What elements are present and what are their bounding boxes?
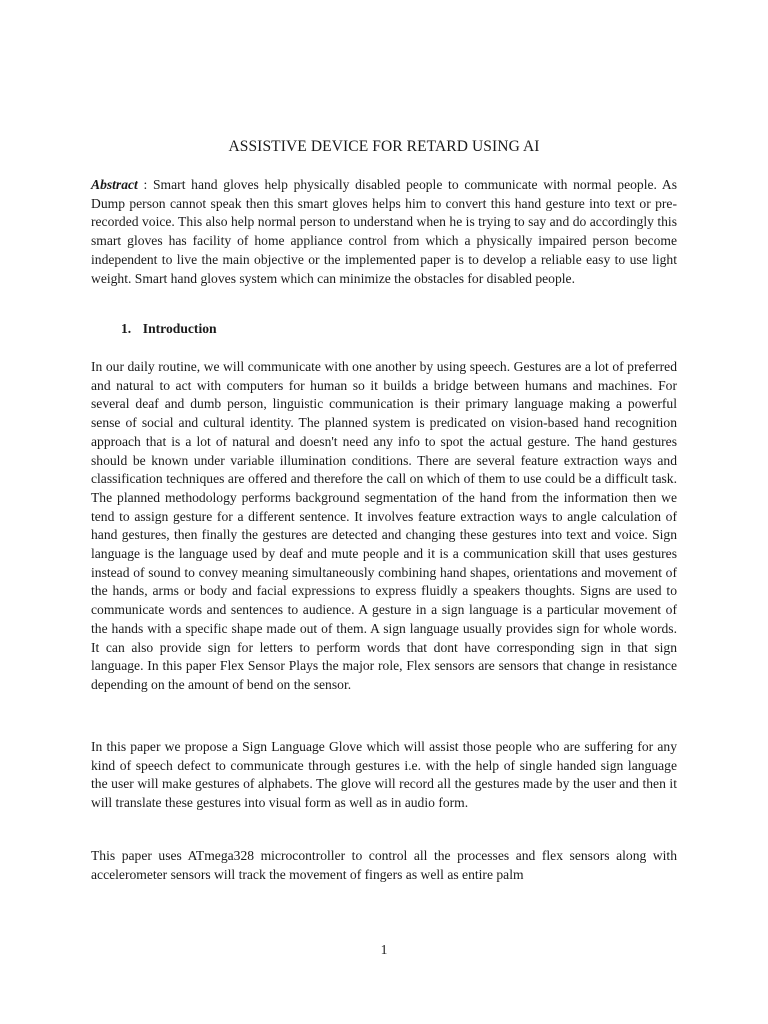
paper-title: ASSISTIVE DEVICE FOR RETARD USING AI xyxy=(228,138,540,155)
section-title: Introduction xyxy=(142,321,217,336)
abstract-paragraph xyxy=(91,176,677,288)
abstract-separator: : xyxy=(137,177,153,192)
abstract-text: Smart hand gloves help physically disabled people to communicate with normal people. As Dump person cannot speak then this smart gloves helps him to convert this hand gesture into text or pre-recorded voice. This also help normal person to understand when he is trying to say and do accordingly this smart gloves has facility of home appliance control from which a physically impaired person become independent to live the main objective or the implemented paper is to develop a reliable easy to use light weight. Smart hand gloves system which can minimize the obstacles for disabled people. xyxy=(91,177,677,286)
abstract-label: Abstract xyxy=(91,177,138,192)
intro-paragraph-1: In our daily routine, we will communicate with one another by using speech. Gestures are a lot of preferred and natural to act with computers for human so it builds a bridge between humans and machines. For several deaf and dumb person, linguistic communication is their primary language making a powerful sense of social and cultural identity. The planned system is predicated on vision-based hand recognition approach that is a lot of natural and doesn't need any info to spot the actual gesture. The hand gestures should be known under variable illumination conditions. There are several feature extraction ways and classification techniques are offered and therefore the call on which of them to use could be a difficult task. The planned methodology performs background segmentation of the hand from the information then we tend to assign gesture for a different sentence. It involves feature extraction ways to angle calculation of hand gestures, then finally the gestures are detected and changing these gestures into text and voice. Sign language is the language used by deaf and mute people and it is a communication skill that uses gestures instead of sound to convey meaning simultaneously combining hand shapes, orientations and movement of the hands, arms or body and facial expressions to express fluidly a speakers thoughts. Signs are used to communicate words and sentences to audience. A gesture in a sign language is a particular movement of the hands with a specific shape made out of them. A sign language usually provides sign for whole words. It can also provide sign for letters to perform words that dont have corresponding sign in that sign language. In this paper Flex Sensor Plays the major role, Flex sensors are sensors that change in resistance depending on the amount of bend on the sensor. xyxy=(91,359,677,692)
page-number: 1 xyxy=(380,942,388,957)
section-heading-introduction xyxy=(121,321,217,337)
intro-paragraph-3: This paper uses ATmega328 microcontroller to control all the processes and flex sensors along with accelerometer sensors will track the movement of fingers as well as entire palm xyxy=(91,848,677,882)
section-number: 1. xyxy=(121,321,132,336)
intro-paragraph-2: In this paper we propose a Sign Language Glove which will assist those people who are suffering for any kind of speech defect to communicate through gestures i.e. with the help of single handed sign language the user will make gestures of alphabets. The glove will record all the gestures made by the user and then it will translate these gestures into visual form as well as in audio form. xyxy=(91,739,677,811)
